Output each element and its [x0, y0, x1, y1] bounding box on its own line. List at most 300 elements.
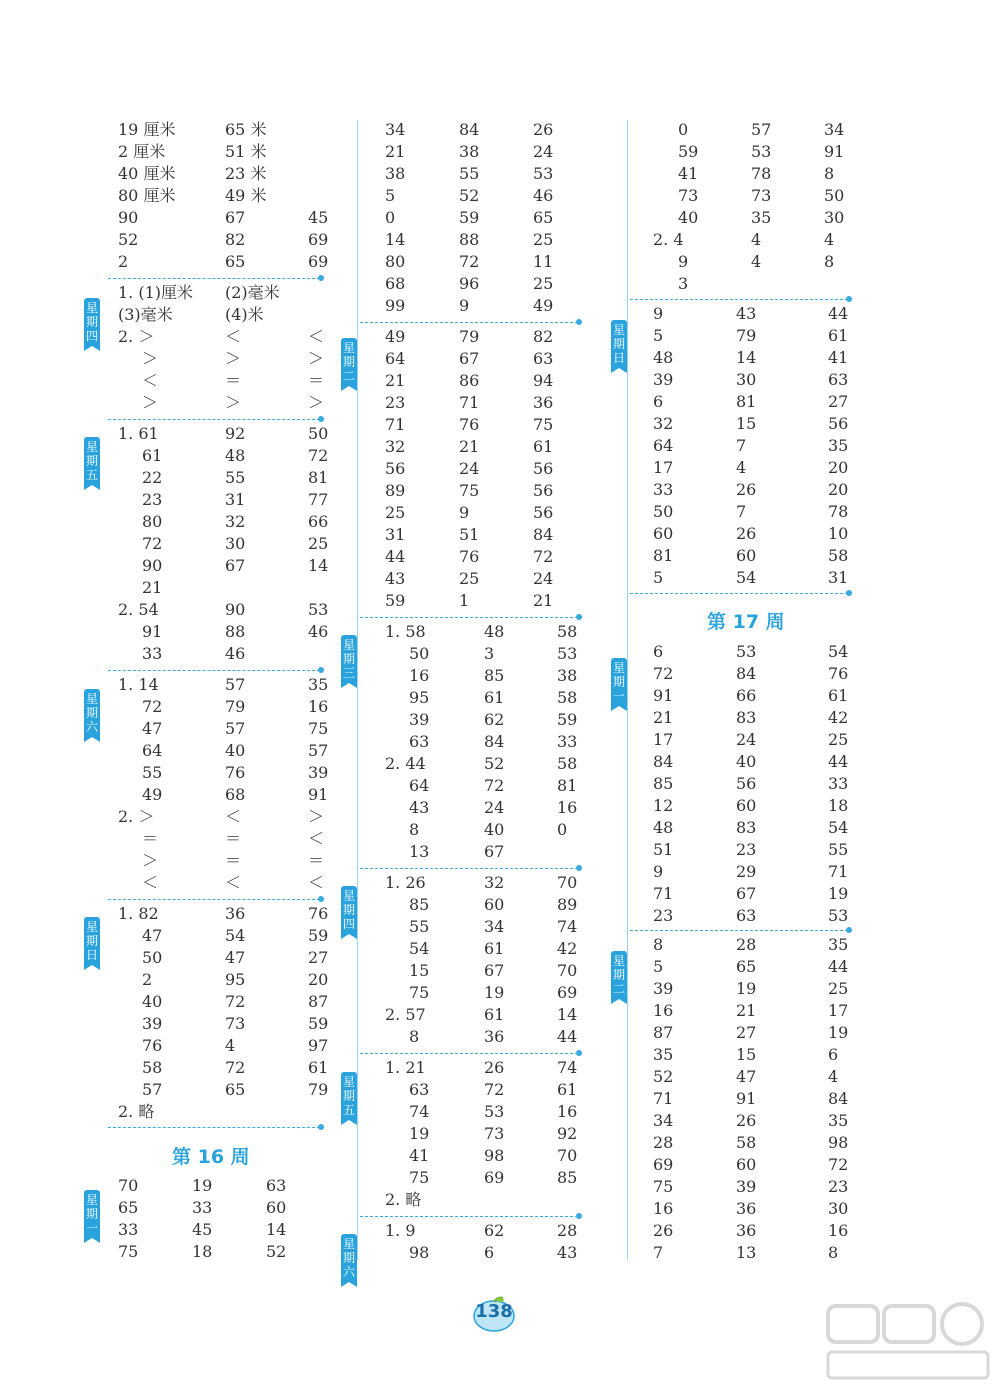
answer-cell: 73: [678, 186, 699, 205]
answer-cell: 30: [828, 1199, 849, 1218]
answer-cell: 23: [653, 906, 674, 925]
watermark-logo: [820, 1300, 995, 1385]
answer-cell: 61: [828, 686, 849, 705]
day-tag-sunday: 星期日: [611, 320, 627, 368]
answer-cell: ＜: [142, 371, 159, 390]
answer-cell: 26: [653, 1221, 674, 1240]
answer-cell: 41: [678, 164, 699, 183]
answer-cell: 65: [225, 1080, 246, 1099]
answer-cell: 2: [142, 970, 153, 989]
answer-cell: ＜: [225, 327, 242, 346]
answer-cell: 28: [736, 935, 757, 954]
answer-cell: 4: [824, 230, 835, 249]
answer-cell: 1: [459, 591, 470, 610]
answer-cell: 71: [653, 884, 674, 903]
answer-cell: 9: [459, 296, 470, 315]
answer-cell: 35: [308, 675, 329, 694]
answer-cell: 73: [225, 1014, 246, 1033]
answer-cell: 51: [653, 840, 674, 859]
answer-cell: 73: [751, 186, 772, 205]
answer-cell: (3)毫米: [118, 305, 173, 324]
answer-cell: 21: [142, 578, 163, 597]
answer-cell: 26: [736, 524, 757, 543]
answer-cell: 79: [459, 327, 480, 346]
column-divider: [357, 120, 358, 1260]
answer-cell: 87: [308, 992, 329, 1011]
answer-cell: 48: [484, 622, 505, 641]
answer-cell: 97: [308, 1036, 329, 1055]
answer-cell: 2. ＞: [118, 807, 155, 826]
answer-cell: 84: [459, 120, 480, 139]
section-divider: [108, 419, 320, 420]
answer-cell: 26: [533, 120, 554, 139]
answer-cell: 20: [828, 458, 849, 477]
answer-cell: 68: [225, 785, 246, 804]
answer-cell: 33: [557, 732, 578, 751]
answer-cell: 58: [828, 546, 849, 565]
answer-cell: 23 米: [225, 164, 267, 183]
answer-cell: ＝: [308, 371, 325, 390]
answer-cell: 65: [533, 208, 554, 227]
answer-cell: 27: [736, 1023, 757, 1042]
answer-cell: 98: [409, 1243, 430, 1262]
answer-cell: 82: [533, 327, 554, 346]
answer-cell: 25: [308, 534, 329, 553]
answer-cell: 66: [736, 686, 757, 705]
answer-cell: 60: [736, 546, 757, 565]
answer-cell: ＝: [225, 829, 242, 848]
answer-cell: 7: [736, 436, 747, 455]
answer-cell: 38: [557, 666, 578, 685]
answer-cell: 91: [142, 622, 163, 641]
answer-cell: 90: [225, 600, 246, 619]
column-divider: [627, 120, 628, 1260]
answer-cell: 50: [142, 948, 163, 967]
answer-cell: 84: [828, 1089, 849, 1108]
answer-cell: 31: [385, 525, 406, 544]
answer-cell: 48: [653, 818, 674, 837]
answer-cell: 4: [751, 252, 762, 271]
answer-cell: 83: [736, 708, 757, 727]
answer-cell: 84: [533, 525, 554, 544]
answer-cell: 24: [484, 798, 505, 817]
answer-cell: 13: [736, 1243, 757, 1262]
answer-cell: 25: [459, 569, 480, 588]
answer-cell: 80: [142, 512, 163, 531]
answer-cell: 57: [142, 1080, 163, 1099]
answer-cell: 24: [459, 459, 480, 478]
answer-cell: 46: [533, 186, 554, 205]
answer-cell: ＝: [225, 371, 242, 390]
answer-cell: 18: [192, 1242, 213, 1261]
answer-cell: 54: [409, 939, 430, 958]
answer-cell: ＞: [308, 393, 325, 412]
answer-cell: 19 厘米: [118, 120, 176, 139]
answer-cell: 35: [828, 935, 849, 954]
answer-cell: 43: [385, 569, 406, 588]
answer-cell: 51 米: [225, 142, 267, 161]
answer-cell: 30: [824, 208, 845, 227]
answer-cell: 54: [225, 926, 246, 945]
answer-cell: 79: [736, 326, 757, 345]
answer-cell: 67: [484, 961, 505, 980]
week-heading-17: 第 17 周: [707, 611, 785, 633]
answer-cell: 16: [308, 697, 329, 716]
day-tag-saturday: 星期六: [84, 689, 100, 737]
answer-cell: 72: [533, 547, 554, 566]
answer-cell: 6: [653, 392, 664, 411]
answer-cell: 72: [308, 446, 329, 465]
answer-cell: 62: [484, 1221, 505, 1240]
answer-cell: 6: [484, 1243, 495, 1262]
answer-cell: 12: [653, 796, 674, 815]
answer-cell: 46: [225, 644, 246, 663]
answer-cell: 35: [751, 208, 772, 227]
answer-cell: 72: [142, 697, 163, 716]
answer-cell: 41: [828, 348, 849, 367]
answer-cell: 25: [533, 274, 554, 293]
answer-cell: 75: [118, 1242, 139, 1261]
answer-cell: 41: [409, 1146, 430, 1165]
answer-cell: 4: [751, 230, 762, 249]
answer-cell: 21: [736, 1001, 757, 1020]
answer-cell: 61: [484, 688, 505, 707]
answer-cell: 5: [385, 186, 396, 205]
answer-cell: 90: [142, 556, 163, 575]
answer-cell: 98: [484, 1146, 505, 1165]
answer-cell: 90: [118, 208, 139, 227]
answer-cell: 55: [142, 763, 163, 782]
answer-cell: 70: [557, 1146, 578, 1165]
answer-cell: ＞: [142, 851, 159, 870]
answer-cell: 24: [533, 569, 554, 588]
answer-cell: 32: [225, 512, 246, 531]
answer-cell: 63: [828, 370, 849, 389]
answer-cell: 3: [678, 274, 689, 293]
answer-cell: 57: [225, 719, 246, 738]
answer-cell: ＜: [225, 807, 242, 826]
answer-cell: 50: [824, 186, 845, 205]
answer-cell: 67: [225, 556, 246, 575]
answer-cell: 45: [308, 208, 329, 227]
answer-cell: 56: [533, 503, 554, 522]
day-tag-monday: 星期一: [84, 1190, 100, 1238]
answer-cell: 43: [409, 798, 430, 817]
answer-cell: 54: [828, 642, 849, 661]
answer-cell: 1. 82: [118, 904, 159, 923]
answer-cell: 67: [484, 842, 505, 861]
answer-cell: 84: [653, 752, 674, 771]
answer-cell: 75: [409, 1168, 430, 1187]
answer-cell: 65: [118, 1198, 139, 1217]
page-number: 138: [475, 1301, 513, 1322]
answer-cell: 17: [653, 458, 674, 477]
answer-cell: ＞: [308, 349, 325, 368]
answer-cell: 48: [653, 348, 674, 367]
answer-cell: 95: [409, 688, 430, 707]
answer-cell: 25: [828, 730, 849, 749]
answer-cell: 1. 61: [118, 424, 159, 443]
answer-cell: 39: [653, 370, 674, 389]
answer-cell: 55: [459, 164, 480, 183]
answer-cell: 56: [385, 459, 406, 478]
answer-cell: 74: [557, 1058, 578, 1077]
answer-cell: 8: [828, 1243, 839, 1262]
answer-cell: 11: [533, 252, 554, 271]
answer-cell: 64: [653, 436, 674, 455]
answer-cell: ＞: [142, 349, 159, 368]
answer-cell: 58: [142, 1058, 163, 1077]
answer-cell: 85: [557, 1168, 578, 1187]
answer-cell: 60: [736, 1155, 757, 1174]
answer-cell: 21: [385, 142, 406, 161]
answer-cell: 16: [557, 798, 578, 817]
answer-cell: ＜: [225, 873, 242, 892]
answer-cell: ＝: [142, 829, 159, 848]
answer-cell: ＝: [225, 851, 242, 870]
answer-cell: 51: [459, 525, 480, 544]
answer-cell: 57: [225, 675, 246, 694]
answer-cell: 88: [225, 622, 246, 641]
answer-cell: 14: [266, 1220, 287, 1239]
answer-cell: 39: [308, 763, 329, 782]
answer-cell: 35: [828, 436, 849, 455]
answer-cell: 65: [736, 957, 757, 976]
answer-cell: 71: [459, 393, 480, 412]
answer-cell: 22: [142, 468, 163, 487]
answer-cell: 63: [533, 349, 554, 368]
answer-cell: 39: [409, 710, 430, 729]
answer-cell: 25: [533, 230, 554, 249]
answer-cell: 59: [308, 1014, 329, 1033]
answer-cell: 15: [409, 961, 430, 980]
answer-cell: 15: [736, 1045, 757, 1064]
answer-cell: 58: [557, 622, 578, 641]
answer-cell: 53: [484, 1102, 505, 1121]
answer-cell: 4: [828, 1067, 839, 1086]
answer-cell: 80: [385, 252, 406, 271]
section-divider: [360, 1053, 578, 1054]
answer-cell: 23: [142, 490, 163, 509]
answer-cell: 58: [557, 754, 578, 773]
week-heading-16: 第 16 周: [172, 1146, 250, 1168]
answer-cell: 94: [533, 371, 554, 390]
answer-cell: 44: [828, 304, 849, 323]
answer-cell: 4: [225, 1036, 236, 1055]
answer-cell: 53: [308, 600, 329, 619]
day-tag-wednesday: 星期三: [341, 635, 357, 683]
answer-cell: 63: [409, 732, 430, 751]
answer-cell: 70: [118, 1176, 139, 1195]
answer-cell: 49: [385, 327, 406, 346]
answer-cell: 24: [736, 730, 757, 749]
answer-cell: 54: [736, 568, 757, 587]
answer-cell: 2. 57: [385, 1005, 426, 1024]
answer-cell: 44: [828, 957, 849, 976]
answer-cell: 53: [736, 642, 757, 661]
answer-cell: 26: [484, 1058, 505, 1077]
answer-cell: 78: [828, 502, 849, 521]
answer-cell: 72: [484, 776, 505, 795]
answer-cell: 47: [142, 719, 163, 738]
answer-cell: 83: [736, 818, 757, 837]
section-divider: [108, 1127, 320, 1128]
section-divider: [630, 299, 848, 300]
answer-cell: 0: [678, 120, 689, 139]
answer-cell: 5: [653, 326, 664, 345]
answer-cell: 40 厘米: [118, 164, 176, 183]
answer-cell: 63: [409, 1080, 430, 1099]
answer-cell: 48: [225, 446, 246, 465]
answer-cell: 57: [751, 120, 772, 139]
answer-cell: 67: [736, 884, 757, 903]
answer-cell: 18: [828, 796, 849, 815]
answer-cell: 72: [484, 1080, 505, 1099]
answer-cell: 40: [484, 820, 505, 839]
answer-cell: 91: [308, 785, 329, 804]
answer-cell: 89: [385, 481, 406, 500]
answer-cell: 76: [459, 415, 480, 434]
answer-cell: 40: [736, 752, 757, 771]
answer-cell: 29: [736, 862, 757, 881]
answer-cell: 74: [409, 1102, 430, 1121]
answer-cell: 84: [484, 732, 505, 751]
answer-cell: 14: [557, 1005, 578, 1024]
answer-cell: 80 厘米: [118, 186, 176, 205]
answer-cell: 72: [225, 1058, 246, 1077]
section-divider: [630, 930, 848, 931]
answer-cell: 85: [653, 774, 674, 793]
answer-cell: 19: [484, 983, 505, 1002]
answer-cell: 95: [225, 970, 246, 989]
answer-cell: 4: [736, 458, 747, 477]
answer-cell: 53: [828, 906, 849, 925]
answer-cell: 40: [142, 992, 163, 1011]
answer-cell: 17: [653, 730, 674, 749]
answer-cell: 25: [385, 503, 406, 522]
answer-cell: 13: [409, 842, 430, 861]
section-divider: [360, 1216, 578, 1217]
answer-cell: 27: [828, 392, 849, 411]
answer-cell: 1. (1)厘米: [118, 283, 194, 302]
answer-cell: 8: [653, 935, 664, 954]
answer-cell: 76: [225, 763, 246, 782]
answer-cell: 71: [828, 862, 849, 881]
answer-cell: 50: [409, 644, 430, 663]
answer-cell: 49 米: [225, 186, 267, 205]
answer-cell: 99: [385, 296, 406, 315]
answer-cell: 98: [828, 1133, 849, 1152]
answer-cell: 61: [533, 437, 554, 456]
answer-cell: 55: [828, 840, 849, 859]
answer-cell: 5: [653, 568, 664, 587]
answer-cell: 47: [736, 1067, 757, 1086]
answer-cell: 8: [409, 1027, 420, 1046]
answer-cell: 1. 9: [385, 1221, 416, 1240]
answer-cell: ＞: [142, 393, 159, 412]
answer-cell: 9: [653, 862, 664, 881]
answer-cell: 64: [409, 776, 430, 795]
answer-cell: 76: [459, 547, 480, 566]
answer-cell: 2. ＞: [118, 327, 155, 346]
answer-cell: 1. 58: [385, 622, 426, 641]
answer-cell: 75: [533, 415, 554, 434]
answer-cell: 62: [484, 710, 505, 729]
day-tag-tuesday: 星期二: [611, 951, 627, 999]
answer-cell: 81: [557, 776, 578, 795]
answer-cell: 40: [225, 741, 246, 760]
answer-cell: 44: [557, 1027, 578, 1046]
section-divider: [108, 670, 320, 671]
answer-cell: 16: [828, 1221, 849, 1240]
answer-cell: 26: [736, 1111, 757, 1130]
answer-cell: 45: [192, 1220, 213, 1239]
answer-cell: 61: [557, 1080, 578, 1099]
answer-cell: 44: [828, 752, 849, 771]
day-tag-saturday: 星期六: [341, 1234, 357, 1282]
answer-cell: 65 米: [225, 120, 267, 139]
answer-cell: 7: [653, 1243, 664, 1262]
answer-cell: 15: [736, 414, 757, 433]
answer-cell: 16: [653, 1001, 674, 1020]
answer-cell: ＞: [308, 807, 325, 826]
answer-cell: 85: [484, 666, 505, 685]
answer-cell: 38: [385, 164, 406, 183]
answer-cell: 44: [385, 547, 406, 566]
answer-cell: 34: [824, 120, 845, 139]
answer-cell: 2 厘米: [118, 142, 166, 161]
answer-cell: 81: [653, 546, 674, 565]
answer-cell: (4)米: [225, 305, 264, 324]
answer-cell: 33: [142, 644, 163, 663]
answer-cell: 56: [736, 774, 757, 793]
answer-cell: 64: [385, 349, 406, 368]
answer-cell: 59: [678, 142, 699, 161]
answer-cell: 59: [308, 926, 329, 945]
answer-text-col2-fri-q2: 2. 略: [385, 1190, 422, 1209]
answer-cell: 60: [484, 895, 505, 914]
answer-cell: 88: [459, 230, 480, 249]
answer-cell: 5: [653, 957, 664, 976]
answer-cell: 7: [736, 502, 747, 521]
answer-cell: 60: [653, 524, 674, 543]
answer-cell: 32: [653, 414, 674, 433]
answer-cell: 30: [225, 534, 246, 553]
answer-cell: 56: [828, 414, 849, 433]
answer-cell: 70: [557, 961, 578, 980]
day-tag-monday: 星期一: [611, 658, 627, 706]
answer-cell: 61: [142, 446, 163, 465]
answer-cell: 71: [653, 1089, 674, 1108]
answer-cell: 16: [409, 666, 430, 685]
answer-cell: 2: [118, 252, 129, 271]
answer-cell: 63: [736, 906, 757, 925]
answer-cell: ＜: [308, 327, 325, 346]
answer-cell: 53: [557, 644, 578, 663]
answer-cell: 16: [557, 1102, 578, 1121]
answer-cell: 20: [828, 480, 849, 499]
answer-cell: 34: [653, 1111, 674, 1130]
answer-cell: 8: [824, 164, 835, 183]
answer-cell: 79: [225, 697, 246, 716]
answer-cell: 25: [828, 979, 849, 998]
answer-cell: 54: [828, 818, 849, 837]
answer-cell: 36: [225, 904, 246, 923]
answer-cell: 52: [484, 754, 505, 773]
answer-cell: 67: [225, 208, 246, 227]
answer-cell: 2. 44: [385, 754, 426, 773]
answer-cell: 59: [385, 591, 406, 610]
